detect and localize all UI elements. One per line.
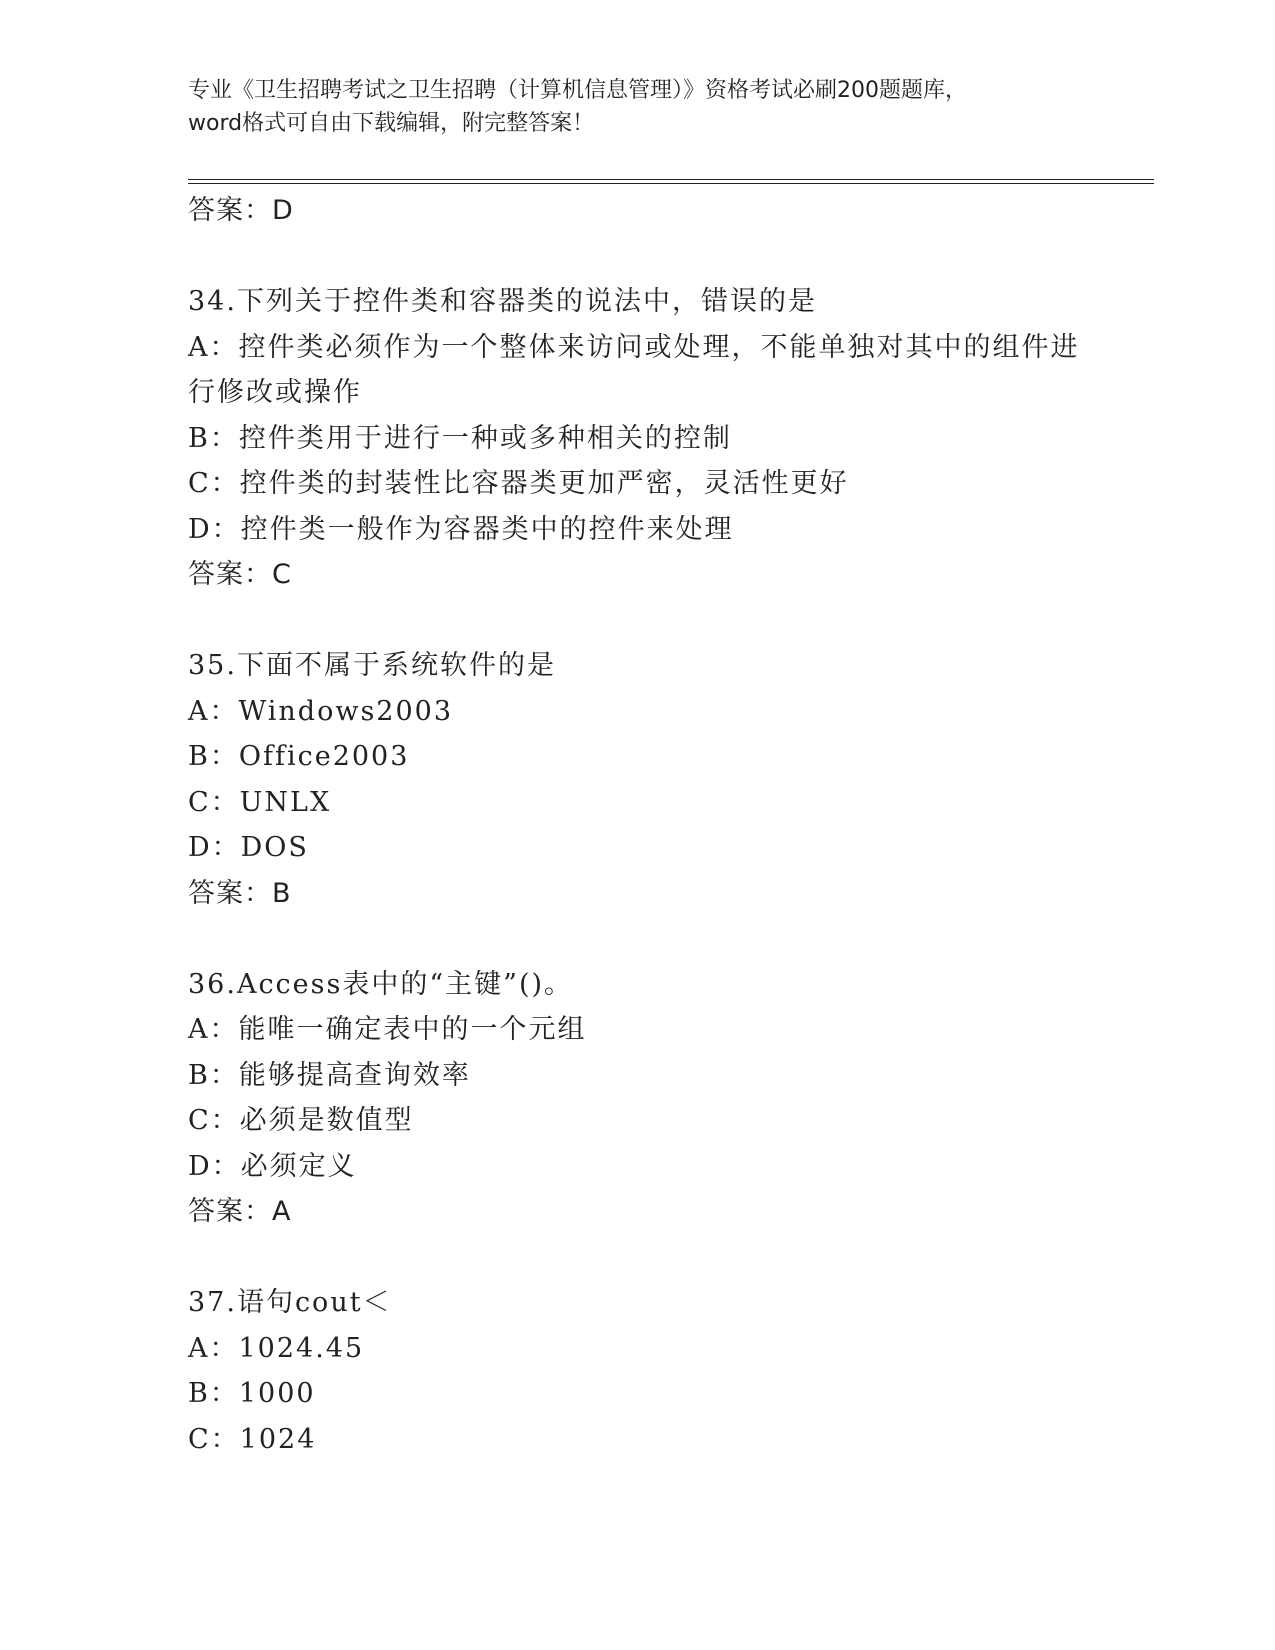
- answer-option: B：Office2003: [188, 741, 410, 772]
- answer-option: C：1024: [188, 1423, 317, 1455]
- question-block: [188, 279, 1088, 598]
- answer-option: A：Windows2003: [188, 695, 454, 727]
- previous-answer: 答案：D: [188, 195, 294, 226]
- question-spacer: [188, 598, 1088, 644]
- answer-option: D：DOS: [188, 832, 309, 863]
- answer-option: C：必须是数值型: [188, 1105, 414, 1136]
- answer-option: B：能够提高查询效率: [188, 1059, 471, 1091]
- header-divider-bottom: [188, 183, 1154, 184]
- question-block: [188, 962, 1088, 1235]
- answer-option: C：UNLX: [188, 786, 332, 818]
- header-divider-top: [188, 179, 1154, 180]
- answer-option: B：1000: [188, 1378, 316, 1409]
- answer-option: 行修改或操作: [188, 377, 362, 408]
- question-stem: 37.语句cout＜: [188, 1287, 392, 1318]
- question-spacer: [188, 916, 1088, 962]
- header-line-1: 专业《卫生招聘考试之卫生招聘（计算机信息管理）》资格考试必刷200题题库，: [188, 78, 967, 103]
- answer-option: A：能唯一确定表中的一个元组: [188, 1014, 587, 1045]
- answer-option: D：控件类一般作为容器类中的控件来处理: [188, 513, 734, 545]
- question-stem: 36.Access表中的“主键”()。: [188, 968, 574, 1000]
- answer-option: C：控件类的封装性比容器类更加严密，灵活性更好: [188, 468, 849, 499]
- question-list: [188, 188, 1088, 1462]
- answer-option: B：控件类用于进行一种或多种相关的控制: [188, 422, 732, 454]
- question-block: [188, 643, 1088, 916]
- question-spacer: [188, 1235, 1088, 1281]
- correct-answer: 答案：B: [188, 877, 292, 909]
- question-block: [188, 1280, 1088, 1462]
- header-line-2: word格式可自由下载编辑，附完整答案！: [188, 111, 595, 136]
- page-header: [188, 74, 1088, 140]
- answer-option: A：1024.45: [188, 1332, 365, 1364]
- answer-option: D：必须定义: [188, 1150, 357, 1182]
- question-stem: 35.下面不属于系统软件的是: [188, 650, 556, 681]
- answer-option: A：控件类必须作为一个整体来访问或处理，不能单独对其中的组件进: [188, 331, 1080, 363]
- correct-answer: 答案：C: [188, 559, 292, 590]
- correct-answer: 答案：A: [188, 1196, 292, 1227]
- question-spacer: [188, 234, 1088, 280]
- question-stem: 34.下列关于控件类和容器类的说法中，错误的是: [188, 286, 817, 317]
